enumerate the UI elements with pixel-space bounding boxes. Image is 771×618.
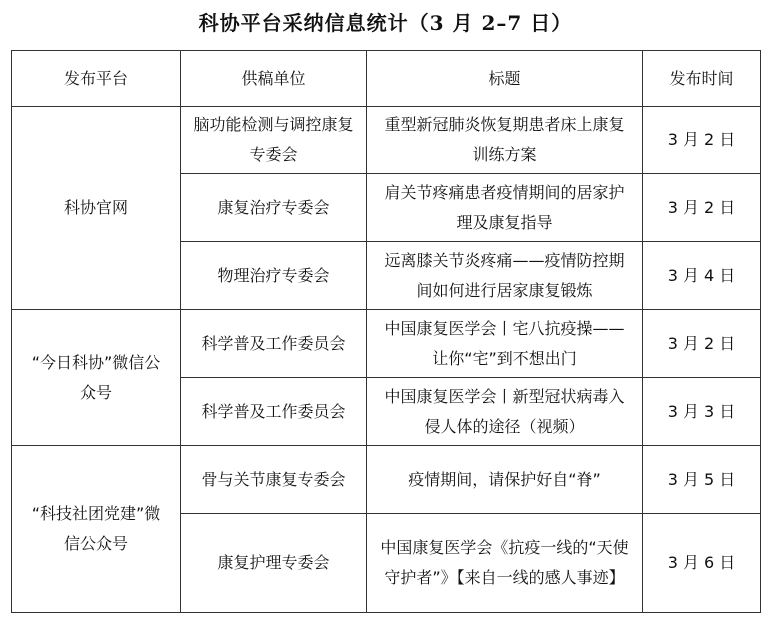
header-platform: 发布平台: [12, 51, 181, 107]
unit-cell: 物理治疗专委会: [181, 242, 367, 310]
platform-name: 科协官网: [63, 198, 128, 217]
unit-cell: 脑功能检测与调控康复专委会: [181, 107, 367, 174]
title-cell: 重型新冠肺炎恢复期患者床上康复训练方案: [367, 107, 643, 174]
date-cell: 3 月 4 日: [643, 242, 761, 310]
platform-name: “科技社团党建”微信公众号: [31, 504, 161, 553]
header-date: 发布时间: [643, 51, 761, 107]
date-cell: 3 月 6 日: [643, 514, 761, 613]
table-row: [12, 310, 761, 378]
platform-cell: [12, 446, 181, 613]
title-cell: 中国康复医学会丨宅八抗疫操——让你“宅”到不想出门: [367, 310, 643, 378]
date-cell: 3 月 2 日: [643, 174, 761, 242]
platform-name: “今日科协”微信公众号: [31, 352, 161, 402]
date-cell: 3 月 5 日: [643, 446, 761, 514]
title-cell: 中国康复医学会丨新型冠状病毒入侵人体的途径（视频）: [367, 378, 643, 446]
table-row: [12, 107, 761, 174]
table-header-row: [12, 51, 761, 107]
unit-cell: 骨与关节康复专委会: [181, 446, 367, 514]
unit-cell: 康复护理专委会: [181, 514, 367, 613]
page-title: 科协平台采纳信息统计（3 月 2–7 日）: [198, 11, 573, 35]
info-table: [11, 50, 761, 613]
platform-cell: [12, 107, 181, 310]
unit-cell: 科学普及工作委员会: [181, 378, 367, 446]
title-cell: 远离膝关节炎疼痛——疫情防控期间如何进行居家康复锻炼: [367, 242, 643, 310]
date-cell: 3 月 3 日: [643, 378, 761, 446]
date-cell: 3 月 2 日: [643, 107, 761, 174]
header-unit: 供稿单位: [181, 51, 367, 107]
title-cell: 中国康复医学会《抗疫一线的“天使守护者”》【来自一线的感人事迹】: [367, 514, 643, 613]
title-cell: 疫情期间，请保护好自“脊”: [367, 446, 643, 514]
unit-cell: 科学普及工作委员会: [181, 310, 367, 378]
unit-cell: 康复治疗专委会: [181, 174, 367, 242]
table-row: [12, 446, 761, 514]
title-cell: 肩关节疼痛患者疫情期间的居家护理及康复指导: [367, 174, 643, 242]
header-title: 标题: [367, 51, 643, 107]
platform-cell: [12, 310, 181, 446]
date-cell: 3 月 2 日: [643, 310, 761, 378]
